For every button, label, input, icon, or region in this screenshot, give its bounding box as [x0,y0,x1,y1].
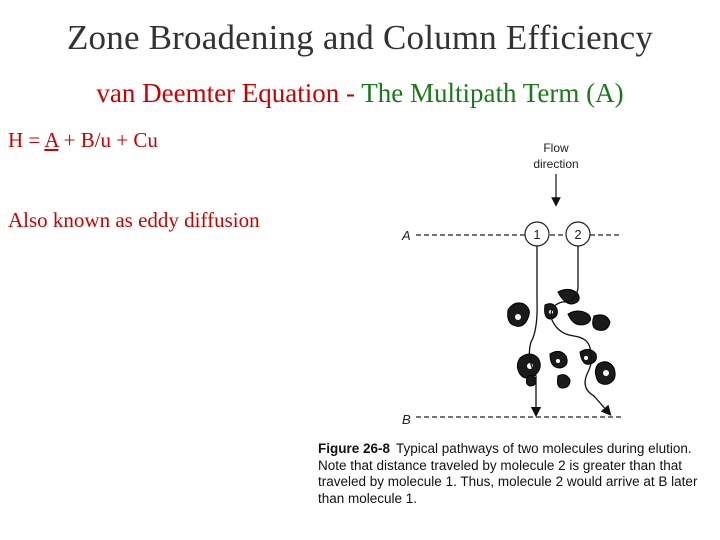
figure-caption-text: Typical pathways of two molecules during elution. Note that distance traveled by molecule 2 is greater than that traveled by molecule 1. Thus, molecule 2 would arrive at B later than molecule 1. [318,441,698,506]
slide-subtitle [0,78,720,109]
packing-particles [508,289,615,388]
flow-label-line2: direction [533,157,579,171]
molecule-1-label: 1 [533,227,541,242]
flow-label-line1: Flow [543,141,569,155]
multipath-figure [390,130,720,430]
van-deemter-equation [8,128,158,153]
molecule-1-path [529,246,537,412]
equation-term-a: A [44,128,59,152]
equation-prefix: H = [8,128,45,152]
molecule-2-label: 2 [574,227,582,242]
slide-title: Zone Broadening and Column Efficiency [66,18,654,57]
equation-suffix: + B/u + Cu [58,128,158,152]
line-a-label: A [402,228,411,243]
eddy-diffusion-note: Also known as eddy diffusion [8,208,260,232]
figure-caption-label: Figure 26-8 [318,441,391,456]
figure-caption [318,441,718,507]
subtitle-equation-name: van Deemter Equation - [96,78,362,108]
subtitle-term-name: The Multipath Term (A) [361,78,624,108]
line-b-label: B [402,412,411,427]
